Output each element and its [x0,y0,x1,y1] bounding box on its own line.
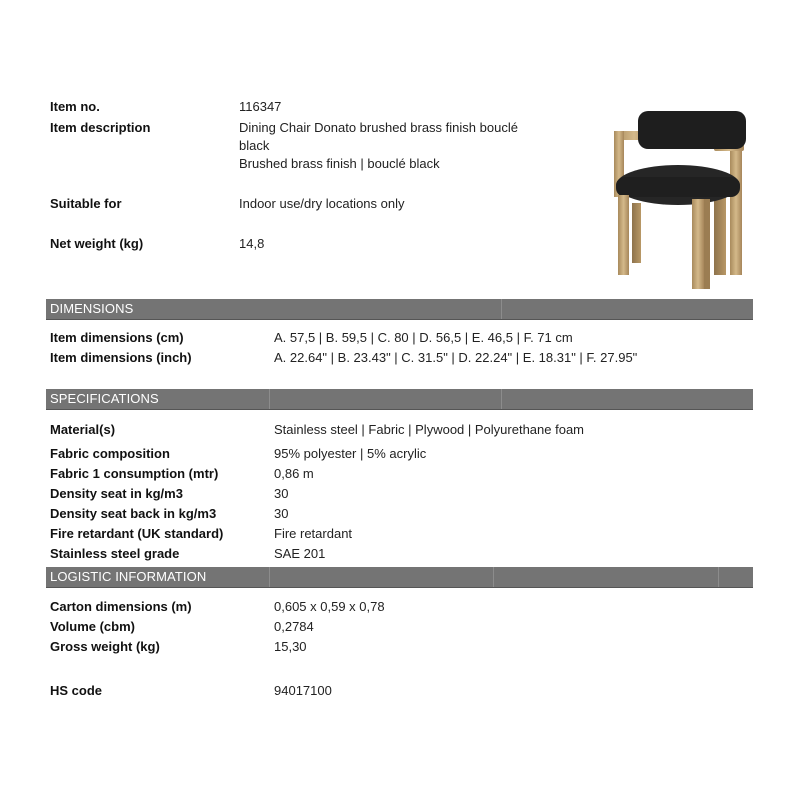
section-title-dimensions: DIMENSIONS [50,301,134,316]
section-bar-dimensions [46,299,753,319]
section-rule [46,409,753,410]
item-no-label: Item no. [50,99,100,114]
spec-row-label: Density seat in kg/m3 [50,486,183,501]
logistic-row-label: Carton dimensions (m) [50,599,192,614]
spec-row-value: 30 [274,486,289,501]
product-image [596,103,766,293]
spec-row-label: Fabric composition [50,446,170,461]
spec-row-value: 30 [274,506,289,521]
section-title-specifications: SPECIFICATIONS [50,391,159,406]
spec-row-value: Fire retardant [274,526,353,541]
spec-row-label: Density seat back in kg/m3 [50,506,217,521]
item-description-line2: black [239,138,270,153]
dimensions-inch-label: Item dimensions (inch) [50,350,192,365]
spec-row-label: Stainless steel grade [50,546,180,561]
bar-divider [718,567,719,587]
section-rule [46,587,753,588]
section-bar-specifications [46,389,753,409]
net-weight-value: 14,8 [239,236,265,251]
hs-code-value: 94017100 [274,683,332,698]
spec-row-label: Fire retardant (UK standard) [50,526,224,541]
logistic-row-value: 0,2784 [274,619,314,634]
section-bar-logistic [46,567,753,587]
suitable-for-label: Suitable for [50,196,122,211]
section-rule [46,319,753,320]
bar-divider [269,567,270,587]
item-no-value: 116347 [239,99,282,114]
dimensions-inch-value: A. 22.64" | B. 23.43" | C. 31.5" | D. 22.24" | E. 18.31" | F. 27.95" [274,350,638,365]
hs-code-label: HS code [50,683,103,698]
bar-divider [501,299,502,319]
spec-row-value: Stainless steel | Fabric | Plywood | Polyurethane foam [274,422,585,437]
logistic-row-value: 0,605 x 0,59 x 0,78 [274,599,385,614]
section-title-logistic: LOGISTIC INFORMATION [50,569,207,584]
net-weight-label: Net weight (kg) [50,236,144,251]
bar-divider [501,389,502,409]
logistic-row-value: 15,30 [274,639,307,654]
spec-row-value: 0,86 m [274,466,314,481]
spec-row-value: SAE 201 [274,546,326,561]
suitable-for-value: Indoor use/dry locations only [239,196,405,211]
logistic-row-label: Gross weight (kg) [50,639,160,654]
dimensions-cm-label: Item dimensions (cm) [50,330,184,345]
item-description-line3: Brushed brass finish | bouclé black [239,156,440,171]
spec-row-label: Material(s) [50,422,116,437]
dimensions-cm-value: A. 57,5 | B. 59,5 | C. 80 | D. 56,5 | E. 46,5 | F. 71 cm [274,330,573,345]
bar-divider [493,567,494,587]
logistic-row-label: Volume (cbm) [50,619,135,634]
spec-row-value: 95% polyester | 5% acrylic [274,446,427,461]
bar-divider [269,389,270,409]
item-description-line1: Dining Chair Donato brushed brass finish bouclé [239,120,518,135]
spec-row-label: Fabric 1 consumption (mtr) [50,466,219,481]
item-description-label: Item description [50,120,151,135]
